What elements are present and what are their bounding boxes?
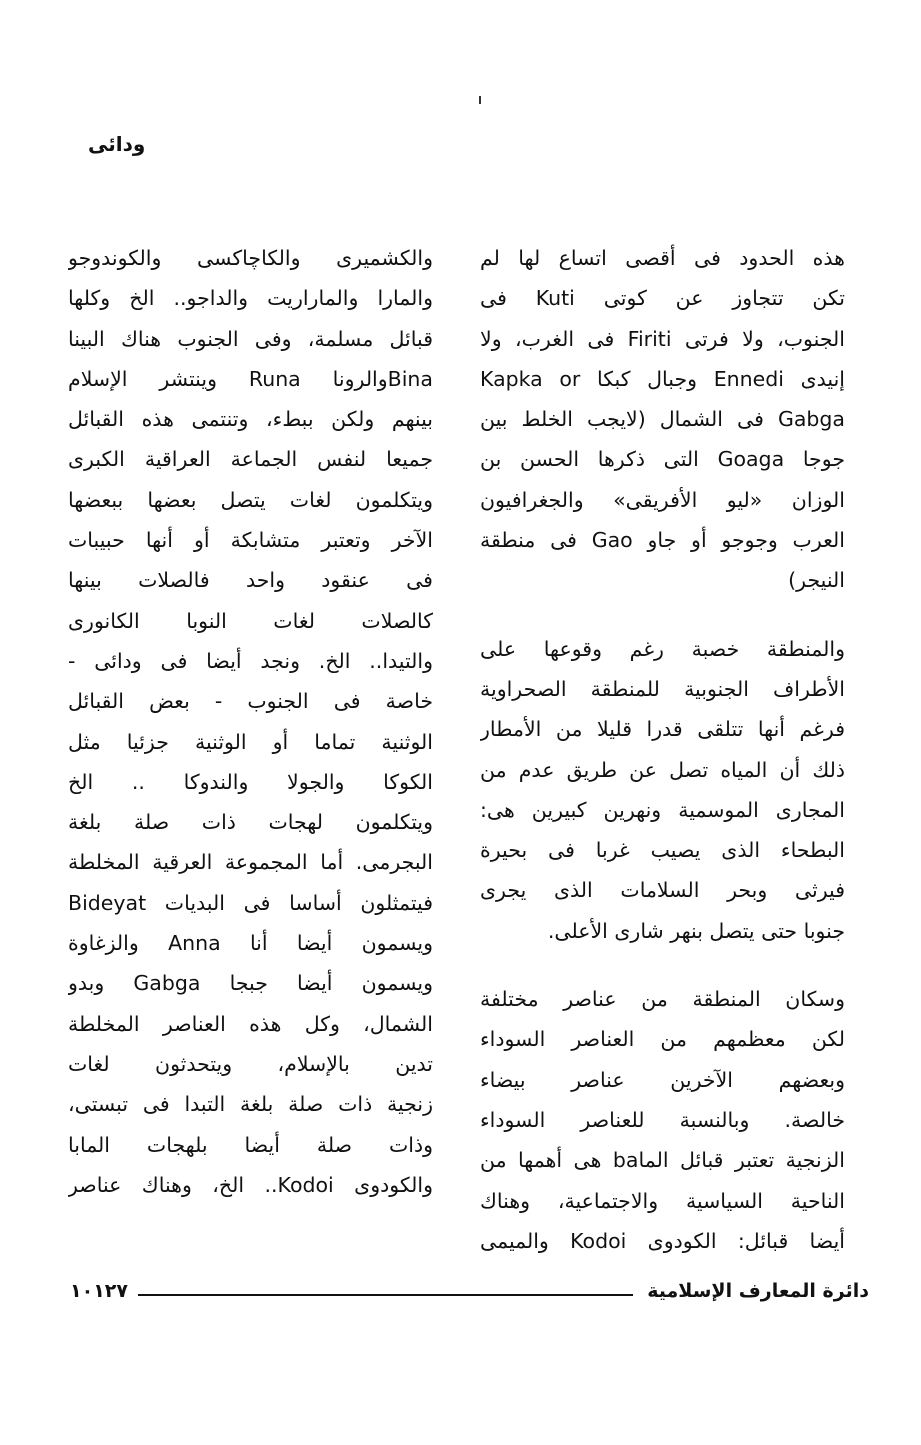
text-line: العرب وجوجو أو جاو Gao فى منطقة [480, 528, 845, 553]
text-line: المجارى الموسمية ونهرين كبيرين هى: [480, 797, 845, 822]
text-line: لكن معظمهم من العناصر السوداء [480, 1027, 845, 1052]
text-line: خالصة. وبالنسبة للعناصر السوداء [480, 1107, 845, 1132]
text-line: وبعضهم الآخرين عناصر بيضاء [480, 1067, 845, 1092]
text-line: كالصلات لغات النوبا الكانورى [68, 608, 433, 633]
text-line: الكوكا والجولا والندوكا .. الخ [68, 769, 433, 794]
text-line: الوزان «ليو الأفريقى» والجغرافيون [480, 487, 845, 512]
text-line: الأطراف الجنوبية للمنطقة الصحراوية [480, 676, 845, 701]
text-line: والكشميرى والكاچاكسى والكوندوجو [68, 246, 433, 270]
text-line: جوجا Goaga التى ذكرها الحسن بن [480, 447, 845, 472]
text-line: وذات صلة أيضا بلهجات المابا [68, 1132, 433, 1157]
text-line: فيرثى وبحر السلامات الذى يجرى [480, 878, 845, 903]
text-line: البطحاء الذى يصيب غربا فى بحيرة [480, 838, 845, 863]
paragraph-3 [480, 979, 845, 1261]
text-line: فيتمثلون أساسا فى البديات Bideyat [68, 890, 433, 915]
text-line: أيضا قبائل: الكودوى Kodoi والميمى [480, 1228, 845, 1253]
text-line: الآخر وتعتبر متشابكة أو أنها حبيبات [68, 528, 433, 553]
text-line: Binaوالرونا Runa وينتشر الإسلام [68, 366, 433, 391]
text-line: ويسمون أيضا جبجا Gabga وبدو [68, 971, 433, 996]
text-line: فرغم أنها تتلقى قدرا قليلا من الأمطار [480, 717, 845, 742]
text-line: ويتكلمون لغات يتصل بعضها ببعضها [68, 487, 433, 512]
text-line: الناحية السياسية والاجتماعية، وهناك [480, 1188, 845, 1213]
text-line: والمارا والماراريت والداجو.. الخ وكلها [68, 286, 433, 311]
text-line: قبائل مسلمة، وفى الجنوب هناك البينا [68, 326, 433, 351]
text-line: خاصة فى الجنوب - بعض القبائل [68, 689, 433, 714]
text-line: الجنوب، ولا فرتى Firiti فى الغرب، ولا [480, 326, 845, 351]
text-line: Gabga فى الشمال (لايجب الخلط بين [480, 407, 845, 432]
paragraph-continued [68, 238, 433, 1205]
text-line: ويتكلمون لهجات ذات صلة بلغة [68, 810, 433, 835]
text-line: تكن تتجاوز عن كوتى Kuti فى [480, 286, 845, 311]
text-line: وسكان المنطقة من عناصر مختلفة [480, 987, 845, 1012]
footer-rule [138, 1294, 633, 1296]
text-line: والمنطقة خصبة رغم وقوعها على [480, 636, 845, 661]
text-line: النيجر) [788, 568, 845, 593]
text-line: ويسمون أيضا أنا Anna والزغاوة [68, 931, 433, 956]
text-line: زنجية ذات صلة بلغة التبدا فى تبستى، [68, 1092, 433, 1117]
text-line: والتيدا.. الخ. ونجد أيضا فى ودائى - [68, 648, 433, 673]
text-line: ذلك أن المياه تصل عن طريق عدم من [480, 757, 845, 782]
text-line: الزنجية تعتبر قبائل الماba هى أهمها من [480, 1148, 845, 1173]
text-line: إنيدى Ennedi وجبال كبكا Kapka or [480, 366, 845, 391]
text-line: الشمال، وكل هذه العناصر المخلطة [68, 1011, 433, 1036]
text-line: جنوبا حتى يتصل بنهر شارى الأعلى. [547, 918, 845, 943]
left-column [68, 238, 433, 1205]
footer-title: دائرة المعارف الإسلامية [647, 1280, 869, 1302]
text-line: الوثنية تماما أو الوثنية جزئيا مثل [68, 729, 433, 754]
text-line: بينهم ولكن ببطء، وتنتمى هذه القبائل [68, 407, 433, 432]
page-number: ١٠١٢٧ [70, 1280, 128, 1302]
text-line: جميعا لنفس الجماعة العراقية الكبرى [68, 447, 433, 472]
scan-speck [479, 96, 481, 104]
paragraph-2 [480, 629, 845, 951]
page-header: ودائى [88, 132, 146, 156]
text-line: والكودوى Kodoi.. الخ، وهناك عناصر [68, 1172, 433, 1197]
text-line: هذه الحدود فى أقصى اتساع لها لم [480, 246, 845, 270]
text-line: تدين بالإسلام، ويتحدثون لغات [68, 1051, 433, 1076]
text-line: فى عنقود واحد فالصلات بينها [68, 568, 433, 593]
right-column [480, 238, 845, 1261]
paragraph-1 [480, 238, 845, 601]
text-line: البجرمى. أما المجموعة العرقية المخلطة [68, 850, 433, 875]
